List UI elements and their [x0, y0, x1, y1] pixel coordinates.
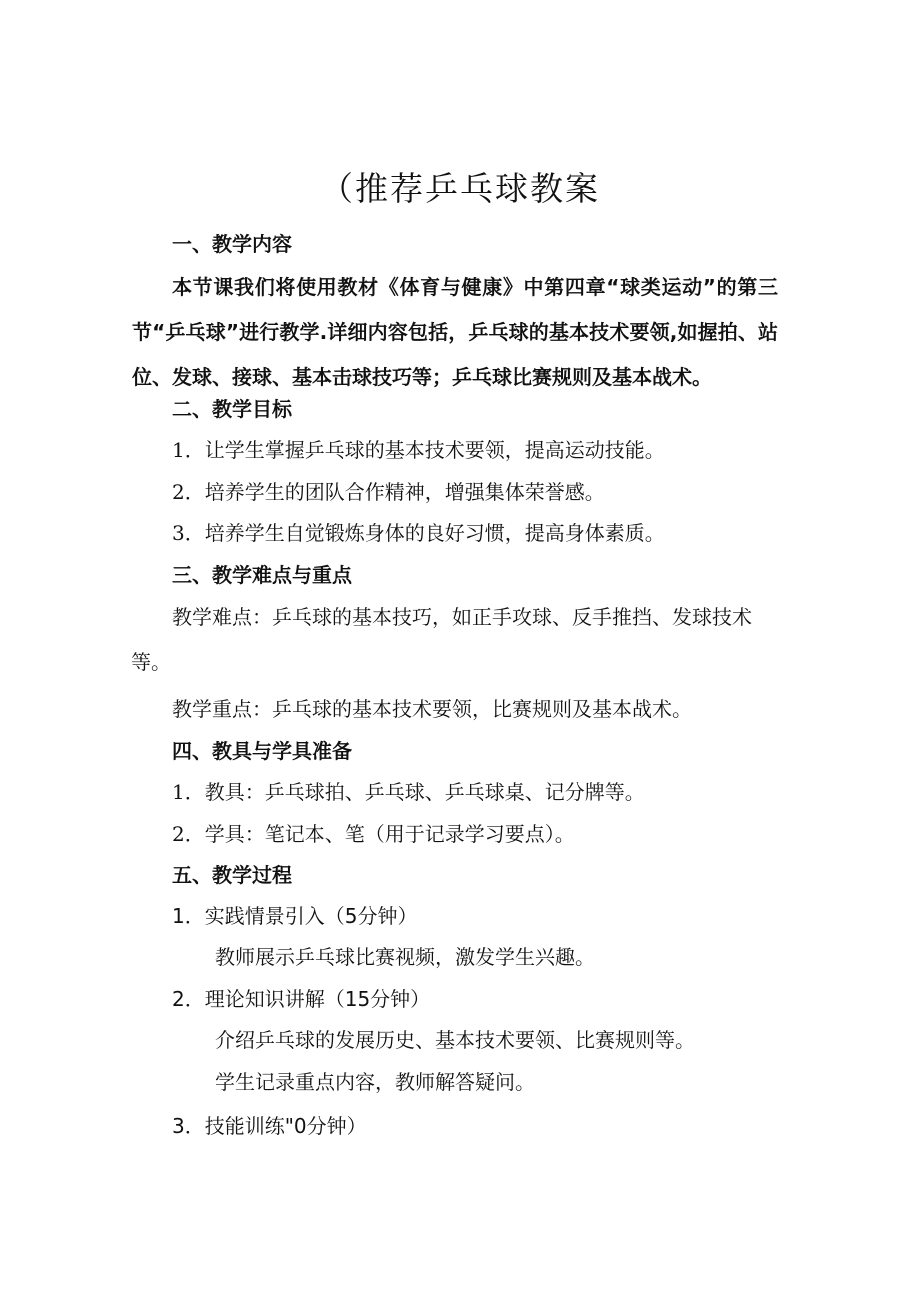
section-heading-content: 一、教学内容 [172, 232, 292, 256]
content-paragraph: 本节课我们将使用教材《体育与健康》中第四章“球类运动”的第三节“乒乓球”进行教学.详细内容包括，乒乓球的基本技术要领,如握拍、站位、发球、接球、基本击球技巧等；乒乓球比赛规则及基本战术。 [132, 275, 778, 389]
objective-item-2: 2．培养学生的团队合作精神，增强集体荣誉感。 [172, 480, 605, 504]
section-heading-materials: 四、教具与学具准备 [172, 739, 352, 763]
section-heading-objectives: 二、教学目标 [172, 397, 292, 421]
process-step-2-detail-1: 介绍乒乓球的发展历史、基本技术要领、比赛规则等。 [215, 1028, 695, 1052]
document-title: （推荐乒乓球教案 [320, 169, 600, 208]
key-point-text: 教学重点：乒乓球的基本技术要领，比赛规则及基本战术。 [172, 697, 692, 721]
difficulty-text-line1: 教学难点：乒乓球的基本技巧，如正手攻球、反手推挡、发球技术 [172, 605, 752, 629]
objective-item-1: 1．让学生掌握乒乓球的基本技术要领，提高运动技能。 [172, 438, 665, 462]
process-step-1-detail: 教师展示乒乓球比赛视频，激发学生兴趣。 [215, 945, 595, 969]
objective-item-3: 3．培养学生自觉锻炼身体的良好习惯，提高身体素质。 [172, 521, 665, 545]
section-heading-difficulty: 三、教学难点与重点 [172, 563, 352, 587]
process-step-3: 3．技能训练"0分钟） [172, 1114, 367, 1138]
process-step-2: 2．理论知识讲解（15分钟） [172, 987, 431, 1011]
section-heading-process: 五、教学过程 [172, 863, 292, 887]
material-item-1: 1．教具：乒乓球拍、乒乓球、乒乓球桌、记分牌等。 [172, 780, 645, 804]
process-step-1: 1．实践情景引入（5分钟） [172, 904, 418, 928]
material-item-2: 2．学具：笔记本、笔（用于记录学习要点）。 [172, 822, 575, 846]
process-step-2-detail-2: 学生记录重点内容，教师解答疑问。 [215, 1070, 535, 1094]
difficulty-text-line2: 等。 [131, 650, 171, 674]
